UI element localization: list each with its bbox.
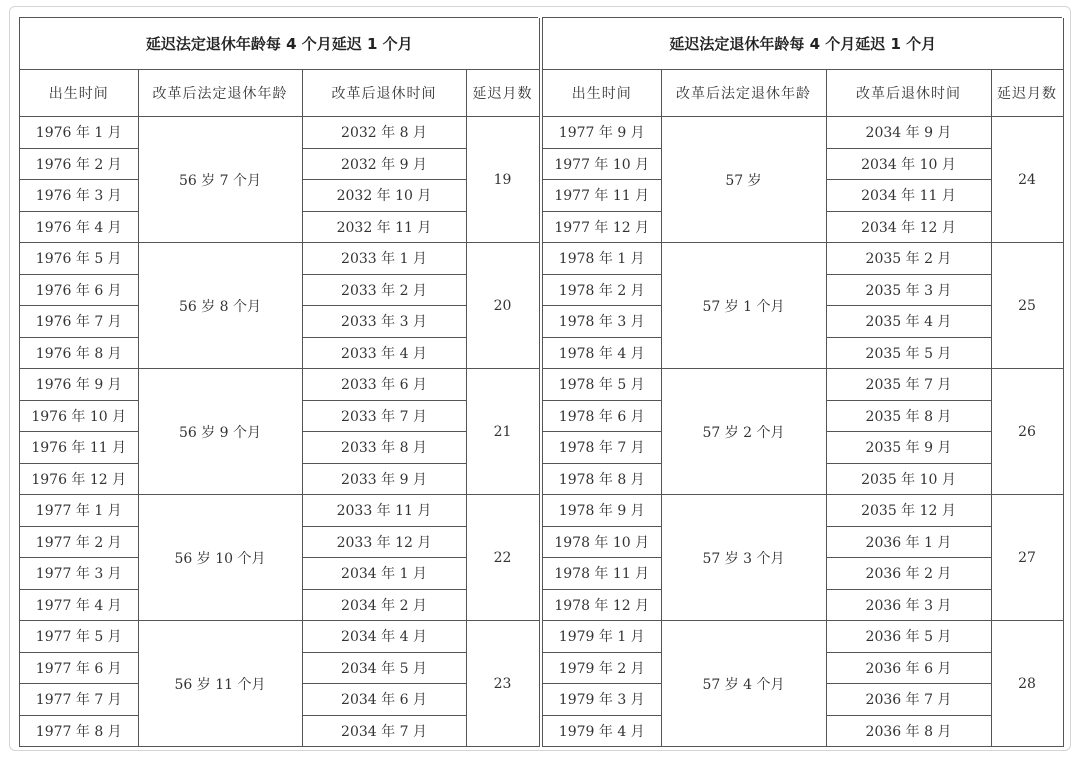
retirement-time-cell: 2036 年 6 月 — [826, 652, 991, 684]
birth-time-cell: 1976 年 1 月 — [20, 117, 138, 149]
birth-time-cell: 1979 年 1 月 — [543, 621, 661, 653]
retirement-time-cell: 2033 年 12 月 — [302, 526, 466, 558]
table-row — [20, 243, 539, 275]
delay-months-cell: 21 — [466, 369, 539, 495]
header-delay-months: 延迟月数 — [466, 70, 539, 117]
retirement-time-cell: 2032 年 10 月 — [302, 180, 466, 212]
retirement-time-cell: 2036 年 7 月 — [826, 684, 991, 716]
table-row — [20, 495, 539, 527]
retirement-age-cell: 56 岁 11 个月 — [138, 621, 302, 747]
retirement-time-cell: 2035 年 4 月 — [826, 306, 991, 338]
birth-time-cell: 1978 年 6 月 — [543, 400, 661, 432]
retirement-time-cell: 2033 年 8 月 — [302, 432, 466, 464]
birth-time-cell: 1978 年 7 月 — [543, 432, 661, 464]
birth-time-cell: 1976 年 8 月 — [20, 337, 138, 369]
table-row — [543, 621, 1063, 653]
retirement-time-cell: 2032 年 9 月 — [302, 148, 466, 180]
delay-months-cell: 22 — [466, 495, 539, 621]
table-row — [20, 621, 539, 653]
retirement-time-cell: 2032 年 8 月 — [302, 117, 466, 149]
birth-time-cell: 1979 年 3 月 — [543, 684, 661, 716]
retirement-age-cell: 56 岁 7 个月 — [138, 117, 302, 243]
delay-months-cell: 27 — [991, 495, 1063, 621]
birth-time-cell: 1978 年 1 月 — [543, 243, 661, 275]
retirement-age-cell: 57 岁 3 个月 — [661, 495, 826, 621]
retirement-time-cell: 2033 年 11 月 — [302, 495, 466, 527]
retirement-time-cell: 2036 年 3 月 — [826, 589, 991, 621]
birth-time-cell: 1976 年 3 月 — [20, 180, 138, 212]
retirement-time-cell: 2034 年 7 月 — [302, 715, 466, 747]
birth-time-cell: 1976 年 2 月 — [20, 148, 138, 180]
header-retirement-time: 改革后退休时间 — [302, 70, 466, 117]
retirement-time-cell: 2032 年 11 月 — [302, 211, 466, 243]
retirement-time-cell: 2033 年 9 月 — [302, 463, 466, 495]
table — [20, 18, 540, 747]
retirement-time-cell: 2034 年 11 月 — [826, 180, 991, 212]
birth-time-cell: 1978 年 9 月 — [543, 495, 661, 527]
delay-months-cell: 20 — [466, 243, 539, 369]
retirement-time-cell: 2033 年 1 月 — [302, 243, 466, 275]
retirement-age-cell: 56 岁 10 个月 — [138, 495, 302, 621]
birth-time-cell: 1976 年 4 月 — [20, 211, 138, 243]
retirement-time-cell: 2034 年 1 月 — [302, 558, 466, 590]
birth-time-cell: 1977 年 4 月 — [20, 589, 138, 621]
table-row — [543, 369, 1063, 401]
retirement-age-cell: 56 岁 8 个月 — [138, 243, 302, 369]
birth-time-cell: 1977 年 3 月 — [20, 558, 138, 590]
retirement-time-cell: 2033 年 3 月 — [302, 306, 466, 338]
birth-time-cell: 1977 年 7 月 — [20, 684, 138, 716]
birth-time-cell: 1976 年 5 月 — [20, 243, 138, 275]
retirement-time-cell: 2036 年 5 月 — [826, 621, 991, 653]
retirement-time-cell: 2034 年 4 月 — [302, 621, 466, 653]
table-row — [543, 117, 1063, 149]
birth-time-cell: 1977 年 1 月 — [20, 495, 138, 527]
retirement-age-cell: 57 岁 1 个月 — [661, 243, 826, 369]
retirement-time-cell: 2035 年 8 月 — [826, 400, 991, 432]
retirement-time-cell: 2033 年 4 月 — [302, 337, 466, 369]
birth-time-cell: 1979 年 2 月 — [543, 652, 661, 684]
birth-time-cell: 1977 年 10 月 — [543, 148, 661, 180]
birth-time-cell: 1977 年 11 月 — [543, 180, 661, 212]
retirement-time-cell: 2034 年 12 月 — [826, 211, 991, 243]
retirement-time-cell: 2036 年 8 月 — [826, 715, 991, 747]
birth-time-cell: 1976 年 9 月 — [20, 369, 138, 401]
delay-months-cell: 28 — [991, 621, 1063, 747]
retirement-time-cell: 2035 年 7 月 — [826, 369, 991, 401]
retirement-time-cell: 2035 年 12 月 — [826, 495, 991, 527]
delay-months-cell: 25 — [991, 243, 1063, 369]
birth-time-cell: 1978 年 10 月 — [543, 526, 661, 558]
birth-time-cell: 1977 年 8 月 — [20, 715, 138, 747]
table-title: 延迟法定退休年龄每 4 个月延迟 1 个月 — [543, 18, 1063, 70]
birth-time-cell: 1977 年 6 月 — [20, 652, 138, 684]
birth-time-cell: 1976 年 7 月 — [20, 306, 138, 338]
birth-time-cell: 1976 年 10 月 — [20, 400, 138, 432]
header-delay-months: 延迟月数 — [991, 70, 1063, 117]
birth-time-cell: 1977 年 12 月 — [543, 211, 661, 243]
table-row — [20, 369, 539, 401]
birth-time-cell: 1976 年 6 月 — [20, 274, 138, 306]
delay-months-cell: 24 — [991, 117, 1063, 243]
retirement-time-cell: 2035 年 2 月 — [826, 243, 991, 275]
birth-time-cell: 1977 年 9 月 — [543, 117, 661, 149]
header-retirement-age: 改革后法定退休年龄 — [661, 70, 826, 117]
delay-months-cell: 19 — [466, 117, 539, 243]
retirement-age-cell: 56 岁 9 个月 — [138, 369, 302, 495]
birth-time-cell: 1978 年 4 月 — [543, 337, 661, 369]
retirement-time-cell: 2035 年 5 月 — [826, 337, 991, 369]
birth-time-cell: 1978 年 3 月 — [543, 306, 661, 338]
table-row — [543, 243, 1063, 275]
retirement-age-cell: 57 岁 — [661, 117, 826, 243]
retirement-time-cell: 2035 年 10 月 — [826, 463, 991, 495]
retirement-time-cell: 2034 年 10 月 — [826, 148, 991, 180]
retirement-time-cell: 2033 年 2 月 — [302, 274, 466, 306]
table-row — [20, 117, 539, 149]
birth-time-cell: 1978 年 2 月 — [543, 274, 661, 306]
retirement-age-cell: 57 岁 4 个月 — [661, 621, 826, 747]
retirement-time-cell: 2036 年 1 月 — [826, 526, 991, 558]
retirement-time-cell: 2034 年 9 月 — [826, 117, 991, 149]
birth-time-cell: 1976 年 11 月 — [20, 432, 138, 464]
birth-time-cell: 1976 年 12 月 — [20, 463, 138, 495]
table — [543, 18, 1064, 747]
retirement-time-cell: 2035 年 3 月 — [826, 274, 991, 306]
header-birth-time: 出生时间 — [543, 70, 661, 117]
birth-time-cell: 1978 年 5 月 — [543, 369, 661, 401]
retirement-time-cell: 2034 年 5 月 — [302, 652, 466, 684]
header-retirement-age: 改革后法定退休年龄 — [138, 70, 302, 117]
birth-time-cell: 1978 年 12 月 — [543, 589, 661, 621]
table-title: 延迟法定退休年龄每 4 个月延迟 1 个月 — [20, 18, 539, 70]
birth-time-cell: 1978 年 11 月 — [543, 558, 661, 590]
delay-months-cell: 23 — [466, 621, 539, 747]
retirement-time-cell: 2034 年 6 月 — [302, 684, 466, 716]
retirement-table-right — [542, 17, 1062, 747]
retirement-time-cell: 2035 年 9 月 — [826, 432, 991, 464]
header-birth-time: 出生时间 — [20, 70, 138, 117]
retirement-time-cell: 2033 年 6 月 — [302, 369, 466, 401]
retirement-time-cell: 2033 年 7 月 — [302, 400, 466, 432]
retirement-table-left — [19, 17, 538, 747]
birth-time-cell: 1978 年 8 月 — [543, 463, 661, 495]
birth-time-cell: 1977 年 5 月 — [20, 621, 138, 653]
retirement-time-cell: 2034 年 2 月 — [302, 589, 466, 621]
retirement-time-cell: 2036 年 2 月 — [826, 558, 991, 590]
delay-months-cell: 26 — [991, 369, 1063, 495]
birth-time-cell: 1977 年 2 月 — [20, 526, 138, 558]
birth-time-cell: 1979 年 4 月 — [543, 715, 661, 747]
header-retirement-time: 改革后退休时间 — [826, 70, 991, 117]
retirement-age-cell: 57 岁 2 个月 — [661, 369, 826, 495]
table-row — [543, 495, 1063, 527]
